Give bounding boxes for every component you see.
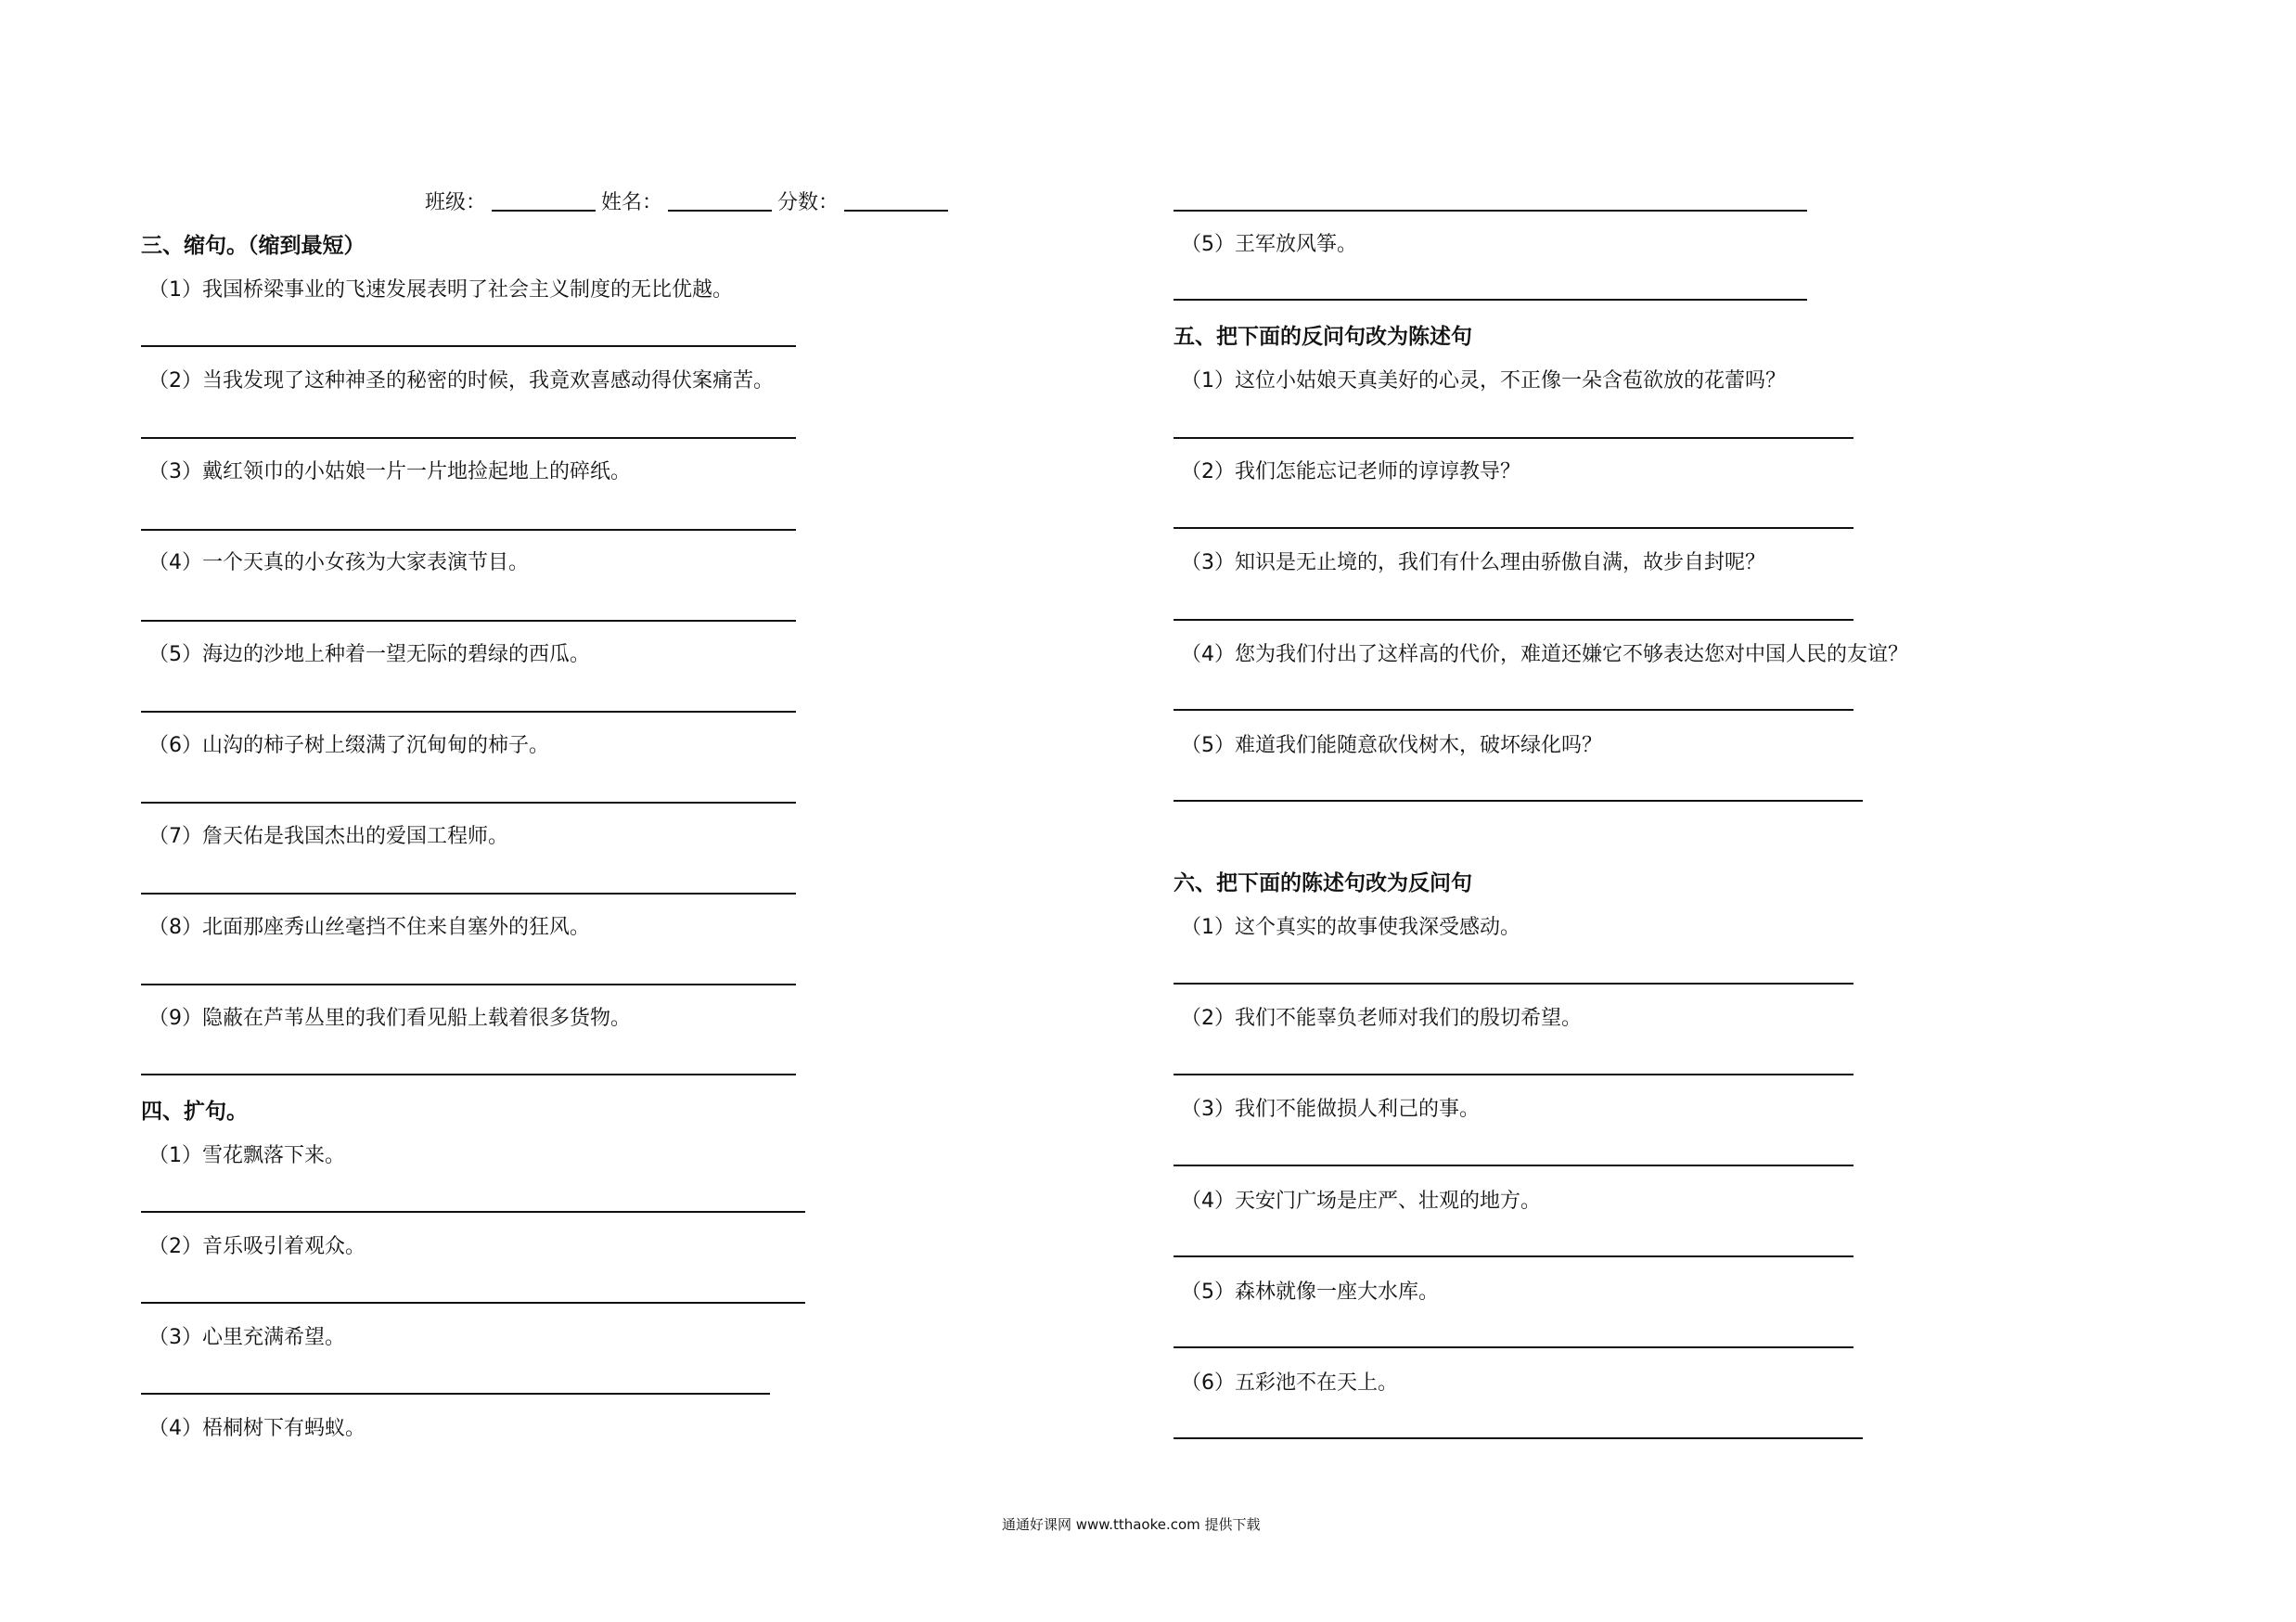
answer-line[interactable] xyxy=(141,984,796,985)
section3-question-3: （3）戴红领巾的小姑娘一片一片地捡起地上的碎纸。 xyxy=(148,460,631,483)
section5-question-4: （4）您为我们付出了这样高的代价，难道还嫌它不够表达您对中国人民的友谊？ xyxy=(1181,643,1908,666)
answer-line[interactable] xyxy=(141,345,796,347)
section5-question-1: （1）这位小姑娘天真美好的心灵，不正像一朵含苞欲放的花蕾吗？ xyxy=(1181,369,1786,393)
answer-line[interactable] xyxy=(1174,1074,1853,1075)
answer-line[interactable] xyxy=(1174,210,1807,212)
section4-question-2: （2）音乐吸引着观众。 xyxy=(148,1235,366,1258)
answer-line[interactable] xyxy=(141,1393,770,1395)
section4-question-3: （3）心里充满希望。 xyxy=(148,1326,345,1349)
section5-question-3: （3）知识是无止境的，我们有什么理由骄傲自满，故步自封呢？ xyxy=(1181,551,1765,574)
answer-line[interactable] xyxy=(141,620,796,622)
answer-line[interactable] xyxy=(1174,437,1853,439)
section6-question-4: （4）天安门广场是庄严、壮观的地方。 xyxy=(1181,1190,1541,1213)
answer-line[interactable] xyxy=(1174,709,1853,711)
answer-line[interactable] xyxy=(1174,1346,1853,1348)
section5-question-2: （2）我们怎能忘记老师的谆谆教导？ xyxy=(1181,460,1520,483)
class-blank[interactable] xyxy=(492,187,596,212)
score-label: 分数： xyxy=(777,191,840,214)
answer-line[interactable] xyxy=(1174,619,1853,621)
name-label: 姓名： xyxy=(601,191,663,214)
section3-question-2: （2）当我发现了这种神圣的秘密的时候，我竟欢喜感动得伏案痛苦。 xyxy=(148,369,774,393)
footer-source: 通通好课网 www.tthaoke.com 提供下载 xyxy=(1002,1516,1261,1533)
section3-question-5: （5）海边的沙地上种着一望无际的碧绿的西瓜。 xyxy=(148,643,590,666)
section4-question-5: （5）王军放风筝。 xyxy=(1181,233,1357,256)
section3-question-7: （7）詹天佑是我国杰出的爱国工程师。 xyxy=(148,825,508,848)
section3-question-1: （1）我国桥梁事业的飞速发展表明了社会主义制度的无比优越。 xyxy=(148,278,733,302)
answer-line[interactable] xyxy=(1174,1165,1853,1166)
answer-line[interactable] xyxy=(141,437,796,439)
section4-question-4: （4）梧桐树下有蚂蚁。 xyxy=(148,1417,366,1440)
answer-line[interactable] xyxy=(1174,983,1853,985)
answer-line[interactable] xyxy=(141,802,796,804)
section5-title: 五、把下面的反问句改为陈述句 xyxy=(1174,325,1472,349)
section3-question-9: （9）隐蔽在芦苇丛里的我们看见船上载着很多货物。 xyxy=(148,1007,631,1030)
answer-line[interactable] xyxy=(1174,800,1863,802)
answer-line[interactable] xyxy=(141,711,796,713)
section6-question-1: （1）这个真实的故事使我深受感动。 xyxy=(1181,916,1520,939)
section6-question-5: （5）森林就像一座大水库。 xyxy=(1181,1281,1439,1304)
section6-question-2: （2）我们不能辜负老师对我们的殷切希望。 xyxy=(1181,1007,1582,1030)
answer-line[interactable] xyxy=(1174,299,1807,301)
answer-line[interactable] xyxy=(141,1302,805,1304)
section4-title: 四、扩句。 xyxy=(141,1100,248,1124)
answer-line[interactable] xyxy=(1174,527,1853,529)
answer-line[interactable] xyxy=(141,893,796,895)
header-info xyxy=(425,182,954,215)
section3-question-4: （4）一个天真的小女孩为大家表演节目。 xyxy=(148,551,529,574)
section5-question-5: （5）难道我们能随意砍伐树木，破坏绿化吗？ xyxy=(1181,734,1602,757)
answer-line[interactable] xyxy=(141,529,796,531)
section6-question-6: （6）五彩池不在天上。 xyxy=(1181,1371,1398,1395)
section3-title: 三、缩句。（缩到最短） xyxy=(141,234,366,258)
name-blank[interactable] xyxy=(668,187,772,212)
answer-line[interactable] xyxy=(1174,1437,1863,1439)
score-blank[interactable] xyxy=(844,187,948,212)
section6-title: 六、把下面的陈述句改为反问句 xyxy=(1174,871,1472,895)
section4-question-1: （1）雪花飘落下来。 xyxy=(148,1144,345,1167)
section3-question-8: （8）北面那座秀山丝毫挡不住来自塞外的狂风。 xyxy=(148,916,590,939)
answer-line[interactable] xyxy=(1174,1255,1853,1257)
answer-line[interactable] xyxy=(141,1211,805,1213)
section6-question-3: （3）我们不能做损人利己的事。 xyxy=(1181,1098,1480,1121)
section3-question-6: （6）山沟的柿子树上缀满了沉甸甸的柿子。 xyxy=(148,734,549,757)
class-label: 班级： xyxy=(425,191,487,214)
answer-line[interactable] xyxy=(141,1074,796,1075)
